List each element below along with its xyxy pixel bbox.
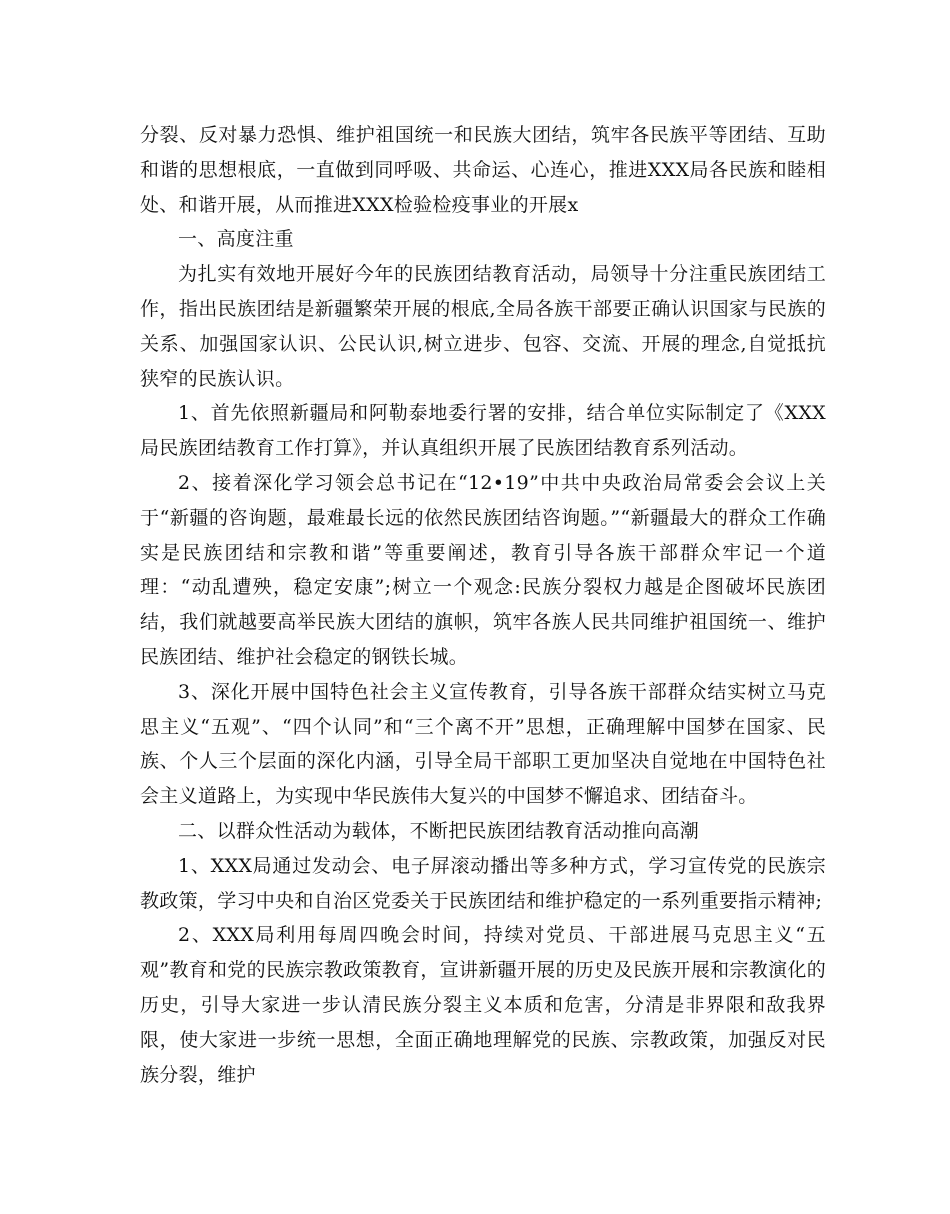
section-heading-1: 一、高度注重 bbox=[178, 228, 294, 251]
paragraph-item-1: 1、首先依照新疆局和阿勒泰地委行署的安排，结合单位实际制定了《XXX局民族团结教育工作打算》，并认真组织开展了民族团结教育系列活动。 bbox=[140, 402, 826, 460]
document-body bbox=[140, 118, 826, 1092]
paragraph-item-3: 3、深化开展中国特色社会主义宣传教育，引导各族干部群众结实树立马克思主义“五观”、“四个认同”和“三个离不开”思想，正确理解中国梦在国家、民族、个人三个层面的深化内涵，引导全局干部职工更加坚决自觉地在中国特色社会主义道路上，为实现中华民族伟大复兴的中国梦不懈追求、团结奋斗。 bbox=[140, 680, 826, 808]
paragraph-continuation: 分裂、反对暴力恐惧、维护祖国统一和民族大团结，筑牢各民族平等团结、互助和谐的思想根底，一直做到同呼吸、共命运、心连心，推进XXX局各民族和睦相处、和谐开展，从而推进XXX检验检疫事业的开展x bbox=[140, 124, 826, 216]
paragraph-activity-2: 2、XXX局利用每周四晚会时间，持续对党员、干部进展马克思主义“五观”教育和党的民族宗教政策教育，宣讲新疆开展的历史及民族开展和宗教演化的历史，引导大家进一步认清民族分裂主义本质和危害，分清是非界限和敌我界限，使大家进一步统一思想，全面正确地理解党的民族、宗教政策，加强反对民族分裂，维护 bbox=[140, 924, 826, 1086]
paragraph-item-2: 2、接着深化学习领会总书记在“12•19”中共中央政治局常委会会议上关于“新疆的咨询题，最难最长远的依然民族团结咨询题。”“新疆最大的群众工作确实是民族团结和宗教和谐”等重要阐述，教育引导各族干部群众牢记一个道理：“动乱遭殃，稳定安康”;树立一个观念:民族分裂权力越是企图破坏民族团结，我们就越要高举民族大团结的旗帜，筑牢各族人民共同维护祖国统一、维护民族团结、维护社会稳定的钢铁长城。 bbox=[140, 471, 826, 668]
section-heading-2: 二、以群众性活动为载体，不断把民族团结教育活动推向高潮 bbox=[178, 819, 700, 842]
paragraph-activity-1: 1、XXX局通过发动会、电子屏滚动播出等多种方式，学习宣传党的民族宗教政策，学习中央和自治区党委关于民族团结和维护稳定的一系列重要指示精神; bbox=[140, 854, 826, 912]
paragraph-intro: 为扎实有效地开展好今年的民族团结教育活动，局领导十分注重民族团结工作，指出民族团结是新疆繁荣开展的根底,全局各族干部要正确认识国家与民族的关系、加强国家认识、公民认识,树立进步、包容、交流、开展的理念,自觉抵抗狭窄的民族认识。 bbox=[140, 263, 826, 390]
